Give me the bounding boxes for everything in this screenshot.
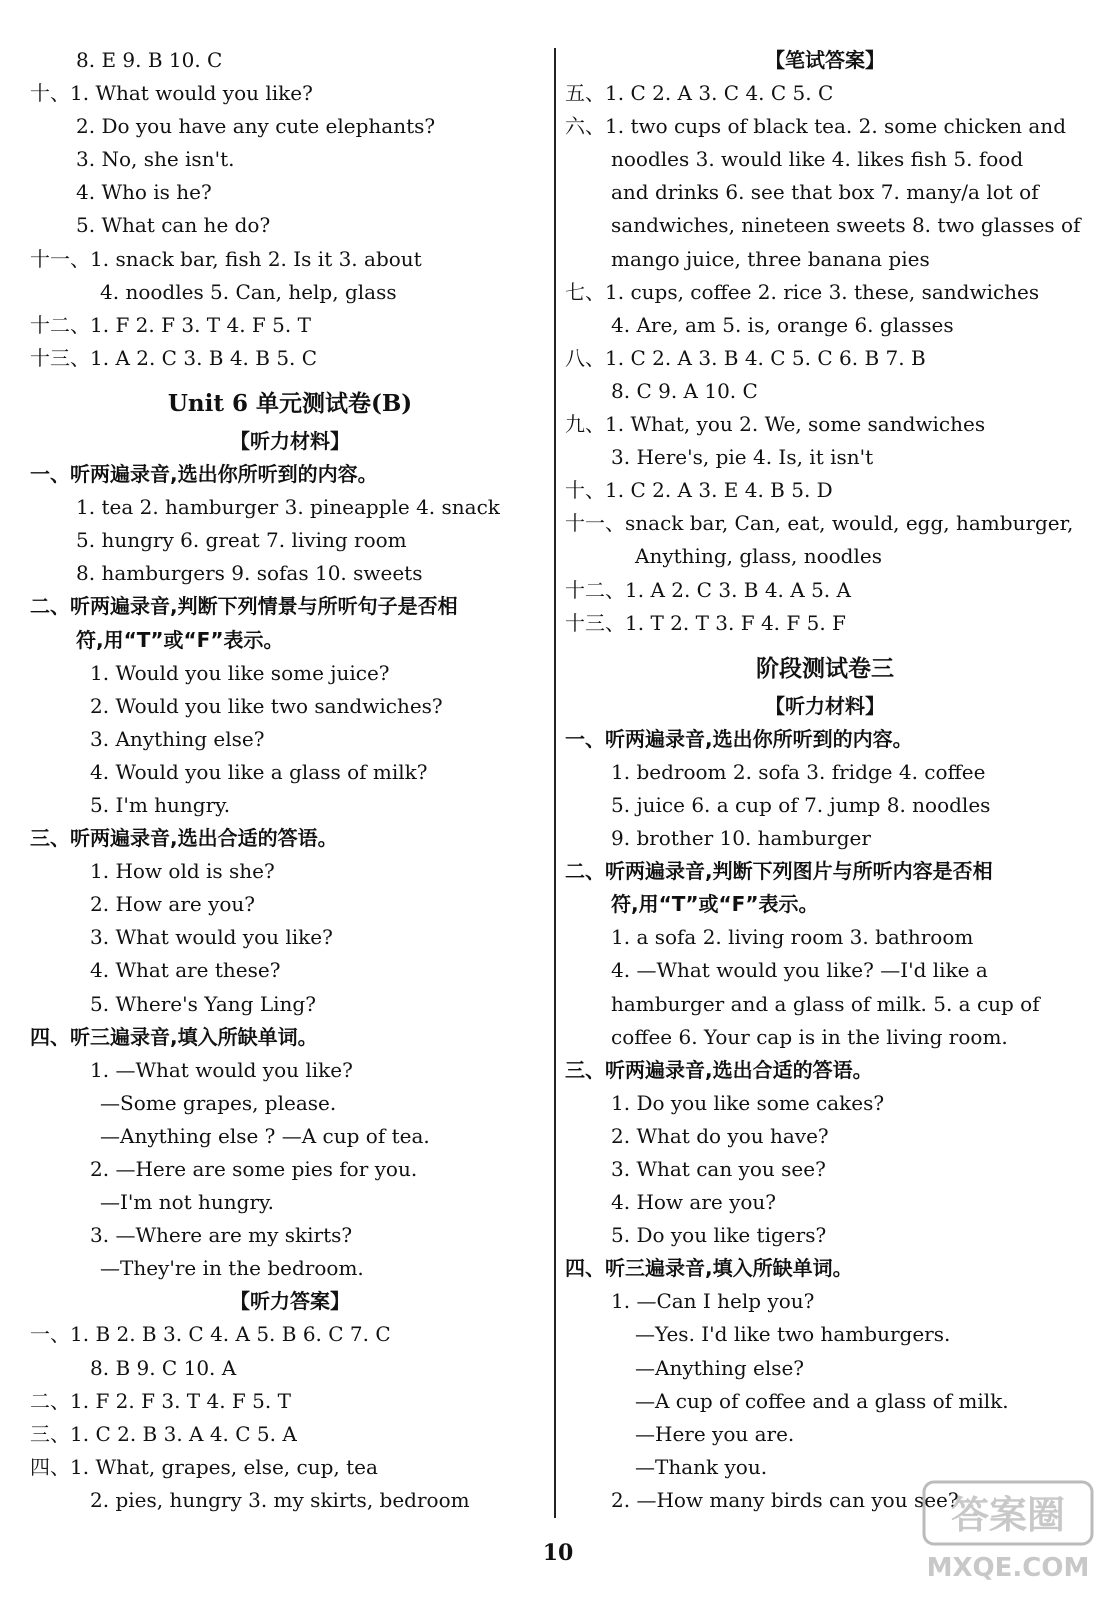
watermark-logo bbox=[918, 1476, 1098, 1586]
left-line: 2. pies, hungry 3. my skirts, bedroom bbox=[90, 1487, 470, 1512]
right-line: 【听力材料】 bbox=[765, 693, 885, 718]
left-line: 4. Who is he? bbox=[76, 180, 212, 205]
right-line: 十、1. C 2. A 3. E 4. B 5. D bbox=[565, 478, 833, 503]
left-line: 8. hamburgers 9. sofas 10. sweets bbox=[76, 561, 423, 586]
right-line: 2. —How many birds can you see? bbox=[611, 1487, 959, 1512]
right-line: 1. bedroom 2. sofa 3. fridge 4. coffee bbox=[611, 759, 986, 784]
right-line: Anything, glass, noodles bbox=[635, 544, 882, 569]
right-line: 二、听两遍录音,判断下列图片与所听内容是否相 bbox=[565, 859, 993, 884]
watermark-text: 答案圈 bbox=[950, 1493, 1066, 1537]
right-line: —Yes. I'd like two hamburgers. bbox=[635, 1322, 951, 1347]
left-line: 一、听两遍录音,选出你所听到的内容。 bbox=[30, 462, 378, 487]
right-line: 1. a sofa 2. living room 3. bathroom bbox=[611, 925, 974, 950]
right-line: —Anything else? bbox=[635, 1355, 805, 1380]
left-line: 4. What are these? bbox=[90, 958, 281, 983]
right-line: 2. What do you have? bbox=[611, 1123, 829, 1148]
left-line: 二、听两遍录音,判断下列情景与所听句子是否相 bbox=[30, 594, 458, 619]
right-line: hamburger and a glass of milk. 5. a cup of bbox=[611, 991, 1040, 1016]
left-line: —Some grapes, please. bbox=[100, 1090, 337, 1115]
right-line: 3. Here's, pie 4. Is, it isn't bbox=[611, 445, 874, 470]
left-line: 2. How are you? bbox=[90, 892, 256, 917]
left-line: 十二、1. F 2. F 3. T 4. F 5. T bbox=[30, 312, 311, 337]
right-line: 4. Are, am 5. is, orange 6. glasses bbox=[611, 312, 954, 337]
left-line: 1. Would you like some juice? bbox=[90, 660, 390, 685]
right-line: and drinks 6. see that box 7. many/a lot of bbox=[611, 180, 1039, 205]
right-line: 四、听三遍录音,填入所缺单词。 bbox=[565, 1256, 853, 1281]
left-line: 四、听三遍录音,填入所缺单词。 bbox=[30, 1024, 318, 1049]
left-line: 一、1. B 2. B 3. C 4. A 5. B 6. C 7. C bbox=[30, 1322, 391, 1347]
right-line: 9. brother 10. hamburger bbox=[611, 826, 871, 851]
right-line: noodles 3. would like 4. likes fish 5. food bbox=[611, 147, 1024, 172]
right-line: 符,用“T”或“F”表示。 bbox=[611, 892, 819, 917]
left-line: 4. noodles 5. Can, help, glass bbox=[100, 279, 397, 304]
left-line: 2. —Here are some pies for you. bbox=[90, 1157, 418, 1181]
right-line: 六、1. two cups of black tea. 2. some chicken and bbox=[565, 114, 1066, 139]
left-line: 四、1. What, grapes, else, cup, tea bbox=[30, 1454, 378, 1479]
left-line: —I'm not hungry. bbox=[100, 1190, 275, 1215]
left-column bbox=[30, 44, 550, 1517]
right-line: 九、1. What, you 2. We, some sandwiches bbox=[565, 412, 986, 437]
left-line: 2. Would you like two sandwiches? bbox=[90, 693, 443, 718]
left-line: Unit 6 单元测试卷(B) bbox=[167, 389, 413, 417]
right-line: mango juice, three banana pies bbox=[611, 246, 930, 271]
right-line: 一、听两遍录音,选出你所听到的内容。 bbox=[565, 726, 913, 751]
right-line: 十二、1. A 2. C 3. B 4. A 5. A bbox=[565, 577, 851, 602]
left-line: 三、1. C 2. B 3. A 4. C 5. A bbox=[30, 1421, 297, 1446]
right-line: 阶段测试卷三 bbox=[756, 654, 894, 682]
right-line: 1. —Can I help you? bbox=[611, 1289, 815, 1314]
left-line: 1. —What would you like? bbox=[90, 1057, 353, 1082]
left-line: 4. Would you like a glass of milk? bbox=[90, 759, 428, 784]
column-divider bbox=[554, 48, 556, 1518]
left-line: 【听力答案】 bbox=[230, 1289, 350, 1314]
right-line: coffee 6. Your cap is in the living room. bbox=[611, 1024, 1008, 1049]
right-line: 4. —What would you like? —I'd like a bbox=[611, 958, 988, 983]
right-line: 5. juice 6. a cup of 7. jump 8. noodles bbox=[611, 792, 991, 817]
left-line: —Anything else ? —A cup of tea. bbox=[100, 1123, 430, 1148]
right-line: 【笔试答案】 bbox=[765, 48, 885, 72]
left-line: 二、1. F 2. F 3. T 4. F 5. T bbox=[30, 1388, 291, 1413]
right-line: —Thank you. bbox=[635, 1454, 768, 1479]
right-line: 十三、1. T 2. T 3. F 4. F 5. F bbox=[565, 610, 846, 635]
right-line: 八、1. C 2. A 3. B 4. C 5. C 6. B 7. B bbox=[565, 345, 926, 370]
right-line: 十一、snack bar, Can, eat, would, egg, hamburger, bbox=[565, 511, 1074, 536]
left-line: 3. What would you like? bbox=[90, 925, 333, 950]
left-line: 十、1. What would you like? bbox=[30, 81, 313, 106]
right-column bbox=[565, 44, 1085, 1517]
left-line: 3. —Where are my skirts? bbox=[90, 1223, 353, 1248]
left-line: —They're in the bedroom. bbox=[100, 1256, 364, 1281]
left-line: 3. Anything else? bbox=[90, 726, 265, 751]
watermark-url: MXQE.COM bbox=[926, 1553, 1090, 1583]
right-line: —Here you are. bbox=[635, 1421, 795, 1446]
left-line: 三、听两遍录音,选出合适的答语。 bbox=[30, 826, 338, 851]
left-line: 2. Do you have any cute elephants? bbox=[76, 114, 436, 139]
right-line: 4. How are you? bbox=[611, 1190, 777, 1215]
left-line: 3. No, she isn't. bbox=[76, 147, 235, 172]
right-line: sandwiches, nineteen sweets 8. two glasses of bbox=[611, 213, 1081, 238]
left-line: 符,用“T”或“F”表示。 bbox=[76, 627, 284, 652]
left-line: 5. I'm hungry. bbox=[90, 792, 231, 817]
right-line: 五、1. C 2. A 3. C 4. C 5. C bbox=[565, 81, 834, 106]
left-line: 8. B 9. C 10. A bbox=[90, 1355, 237, 1380]
left-line: 8. E 9. B 10. C bbox=[76, 48, 223, 72]
page-number: 10 bbox=[542, 1540, 574, 1566]
right-line: 5. Do you like tigers? bbox=[611, 1223, 827, 1248]
right-line: 1. Do you like some cakes? bbox=[611, 1090, 885, 1115]
left-line: 十一、1. snack bar, fish 2. Is it 3. about bbox=[30, 246, 422, 271]
left-line: 【听力材料】 bbox=[230, 428, 350, 453]
right-line: 8. C 9. A 10. C bbox=[611, 378, 758, 403]
left-line: 5. What can he do? bbox=[76, 213, 271, 238]
right-line: 三、听两遍录音,选出合适的答语。 bbox=[565, 1057, 873, 1082]
right-line: 3. What can you see? bbox=[611, 1157, 826, 1181]
left-line: 5. hungry 6. great 7. living room bbox=[76, 528, 407, 553]
right-line: 七、1. cups, coffee 2. rice 3. these, sandwiches bbox=[565, 279, 1040, 304]
left-line: 1. How old is she? bbox=[90, 859, 275, 884]
left-line: 1. tea 2. hamburger 3. pineapple 4. snack bbox=[76, 495, 500, 520]
left-line: 5. Where's Yang Ling? bbox=[90, 991, 316, 1016]
right-line: —A cup of coffee and a glass of milk. bbox=[635, 1388, 1009, 1413]
left-line: 十三、1. A 2. C 3. B 4. B 5. C bbox=[30, 345, 318, 370]
